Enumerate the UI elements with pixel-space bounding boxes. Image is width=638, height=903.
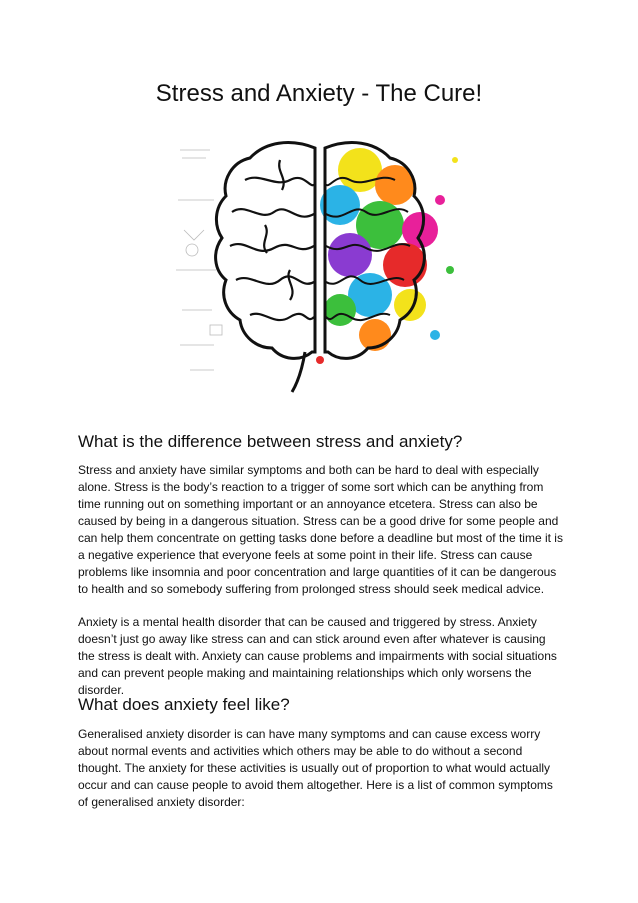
page-title: Stress and Anxiety - The Cure!	[155, 80, 483, 107]
section-heading-difference: What is the difference between stress and anxiety?	[78, 432, 463, 451]
paragraph-anxiety: Anxiety is a mental health disorder that can be caused and triggered by stress. Anxiety doesn’t just go away like stress can and can stick around even after whatever is causing the stress is dealt with. Anxiety can cause problems and impairments with social situations and can prevent people making and maintaining relationships which only worsens the disorder.	[78, 615, 557, 697]
section-heading-anxiety-feel: What does anxiety feel like?	[78, 695, 290, 714]
color-splash	[316, 148, 458, 364]
paragraph-generalised-anxiety: Generalised anxiety disorder is can have many symptoms and can cause excess worry about normal events and activities which others may be able to do without a second thought. The anxiety for these activities is usually out of proportion to what would actually occur and can cause people to avoid them altogether. Here is a list of common symptoms of generalised anxiety disorder:	[78, 727, 553, 809]
brain-illustration	[170, 130, 470, 395]
paragraph-stress: Stress and anxiety have similar symptoms and both can be hard to deal with especially alone. Stress is the body’s reaction to a trigger of some sort which can be anything from time running out on something important or an annoyance etcetera. Stress can also be caused by being in a dangerous situation. Stress can be a good drive for some people and can help them concentrate on getting tasks done before a deadline but most of the time it is a negative experience that everyone feels at some point in their life. Stress can cause problems like insomnia and poor concentration and large quantities of it can be dangerous to health and so somebody suffering from prolonged stress should seek medical advice.	[78, 463, 563, 596]
